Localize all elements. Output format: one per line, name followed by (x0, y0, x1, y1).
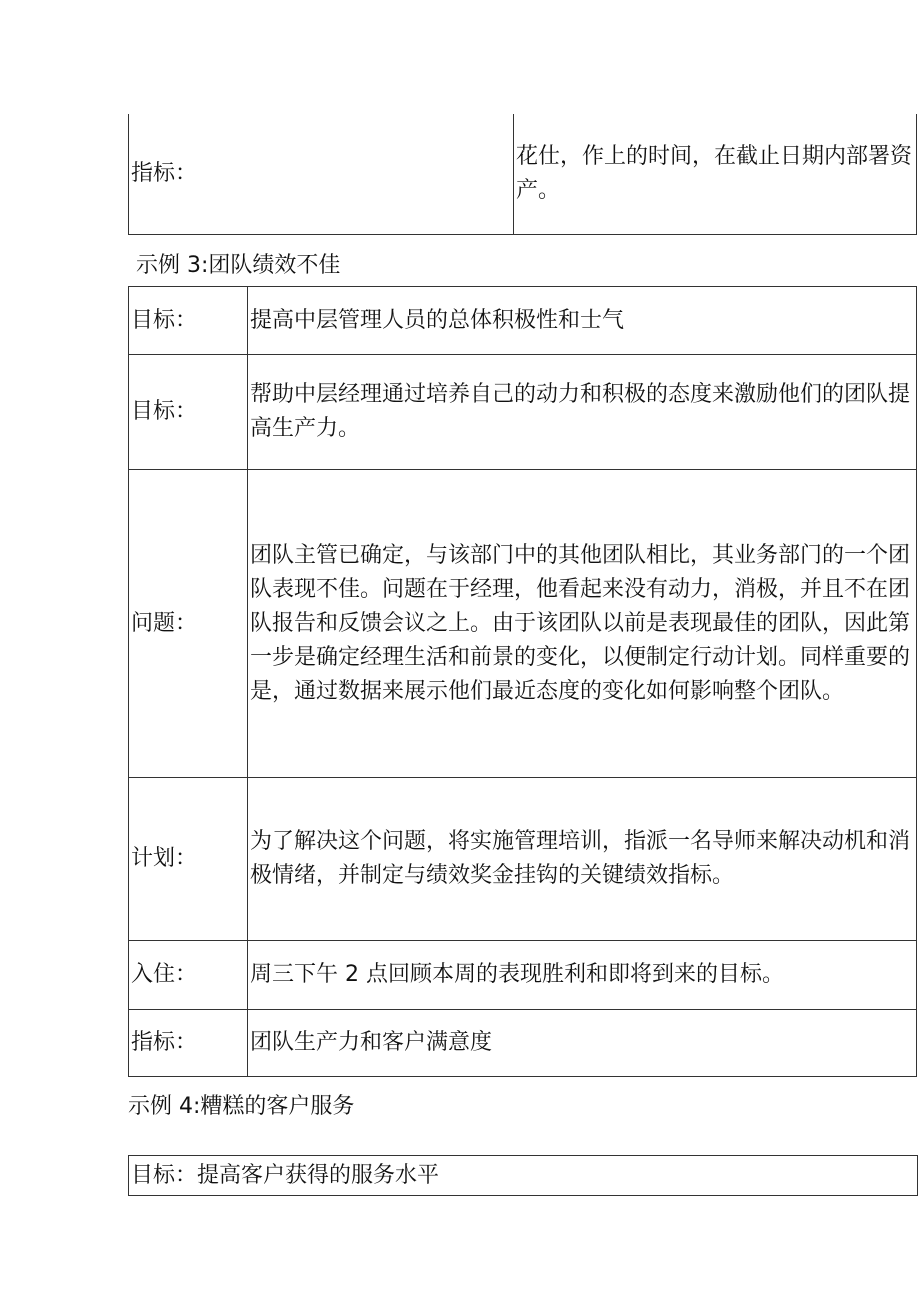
example-3-caption: 示例 3:团队绩效不佳 (136, 253, 341, 278)
row-label: 指标： (129, 1010, 248, 1077)
row-content: 花仕，作上的时间，在截止日期内部署资产。 (514, 114, 917, 234)
table-row (129, 114, 917, 234)
row-label: 入住： (129, 941, 248, 1010)
row-content: 周三下午 2 点回顾本周的表现胜利和即将到来的目标。 (248, 941, 917, 1010)
example-4-caption: 示例 4:糟糕的客户服务 (128, 1094, 355, 1119)
table-row (129, 1010, 917, 1077)
table-row (129, 778, 917, 941)
row-label: 目标： (129, 287, 248, 355)
example-4-table (128, 1155, 918, 1196)
table-row (129, 355, 917, 470)
row-content: 团队主管已确定，与该部门中的其他团队相比，其业务部门的一个团队表现不佳。问题在于经理，他看起来没有动力，消极，并且不在团队报告和反馈会议之上。由于该团队以前是表现最佳的团队，因此第一步是确定经理生活和前景的变化，以便制定行动计划。同样重要的是，通过数据来展示他们最近态度的变化如何影响整个团队。 (248, 470, 917, 778)
row-label: 计划： (129, 778, 248, 941)
row-label: 问题： (129, 470, 248, 778)
row-content: 团队生产力和客户满意度 (248, 1010, 917, 1077)
table-row (129, 1156, 918, 1196)
row-content: 帮助中层经理通过培养自己的动力和积极的态度来激励他们的团队提高生产力。 (248, 355, 917, 470)
metrics-table-continued (128, 114, 917, 235)
table-row (129, 470, 917, 778)
row-content: 为了解决这个问题，将实施管理培训，指派一名导师来解决动机和消极情绪，并制定与绩效奖金挂钩的关键绩效指标。 (248, 778, 917, 941)
row-content: 提高中层管理人员的总体积极性和士气 (248, 287, 917, 355)
row-label: 目标： (129, 355, 248, 470)
table-row (129, 941, 917, 1010)
table-row (129, 287, 917, 355)
example-3-table (128, 286, 917, 1077)
row-label: 指标： (129, 114, 514, 234)
row-content: 目标：提高客户获得的服务水平 (129, 1156, 918, 1196)
